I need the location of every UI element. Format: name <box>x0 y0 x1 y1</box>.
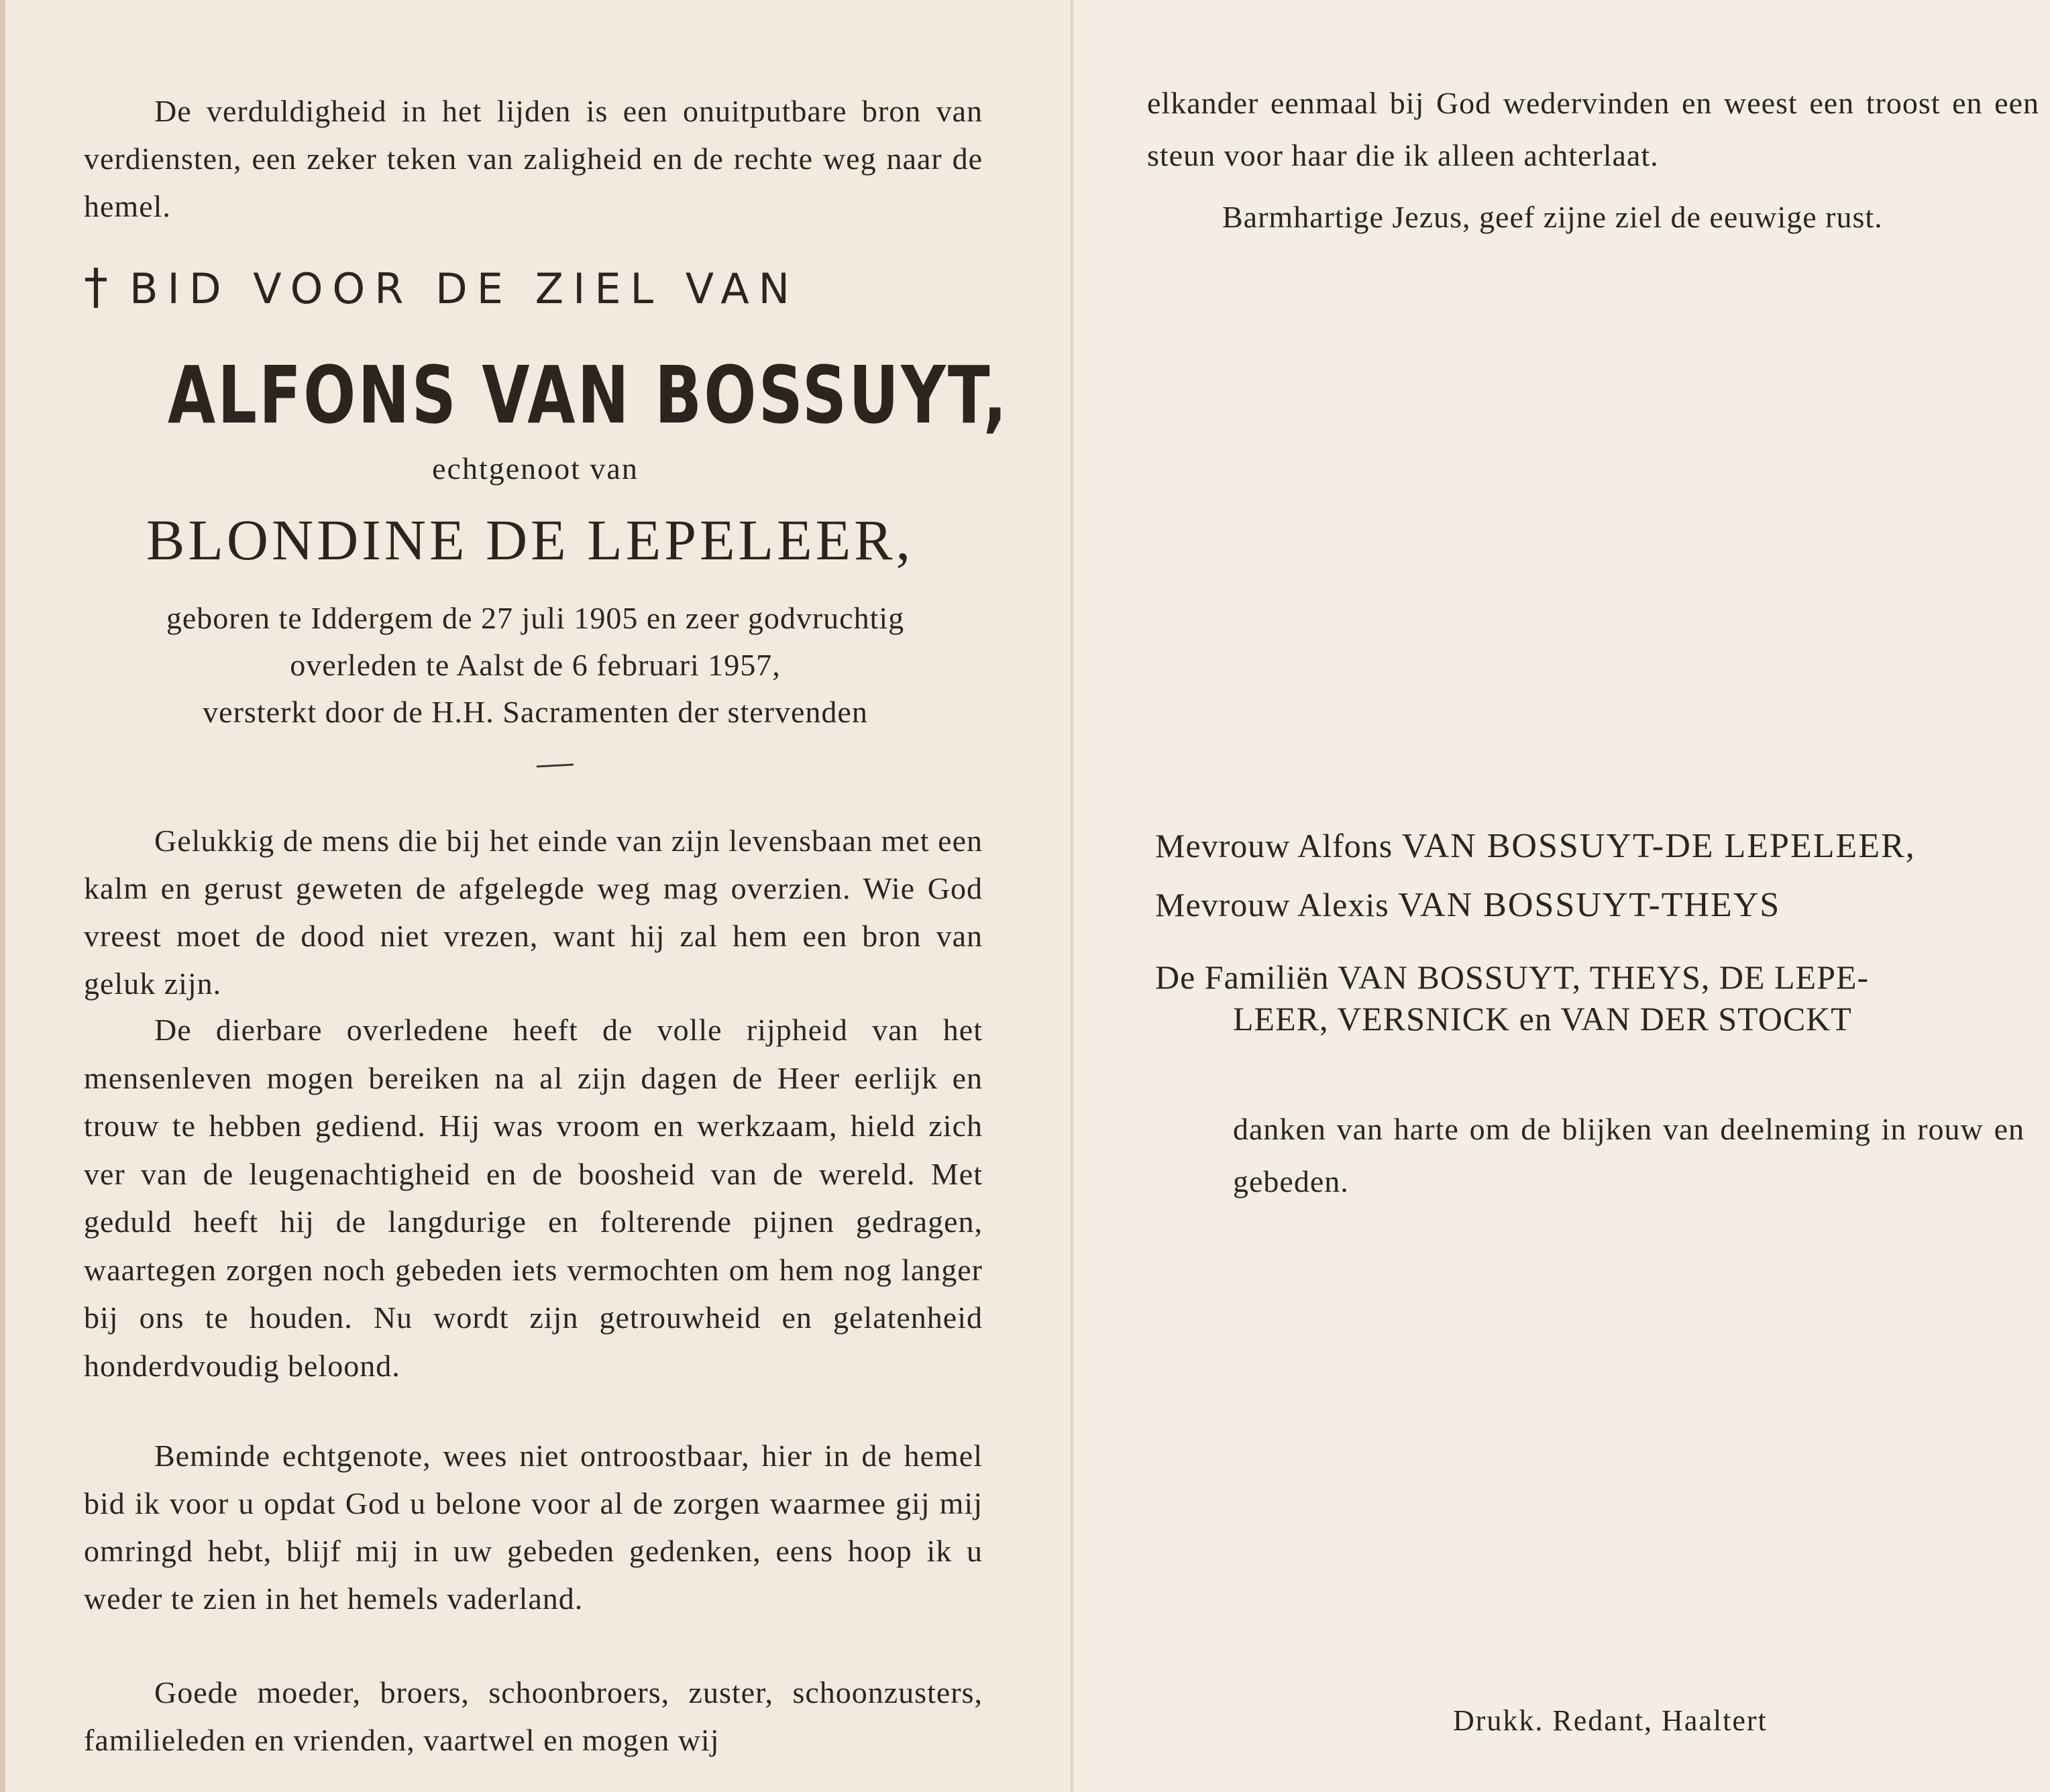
printer-credit: Drukk. Redant, Haaltert <box>1453 1704 1768 1737</box>
cross-icon: † <box>84 258 117 315</box>
birth-line-1: geboren te Iddergem de 27 juli 1905 en zeer godvruchtig <box>166 601 905 635</box>
paragraph-4: Goede moeder, broers, schoonbroers, zuster, schoonzusters, familieleden en vrienden, vaartwel en mogen wij <box>84 1675 983 1757</box>
bid-text: BID VOOR DE ZIEL VAN <box>129 264 800 313</box>
family-2-name: VAN BOSSUYT-THEYS <box>1398 886 1781 924</box>
family-line-1 <box>1155 826 1916 866</box>
family-line-3: De Familiën VAN BOSSUYT, THEYS, DE LEPE- <box>1155 958 1870 996</box>
paragraph-1: Gelukkig de mens die bij het einde van zijn levensbaan met een kalm en gerust geweten de afgelegde weg mag overzien. Wie God vreest moet de dood niet vrezen, want hij zal hem een bron van geluk zijn. <box>84 824 983 1001</box>
family-line-4: LEER, VERSNICK en VAN DER STOCKT <box>1233 1000 1852 1038</box>
deceased-name: ALFONS VAN BOSSUYT, <box>168 349 1009 441</box>
family-1-name: VAN BOSSUYT-DE LEPELEER, <box>1401 827 1916 865</box>
fold-line <box>1071 0 1073 1792</box>
thanks-text: danken van harte om de blijken van deelneming in rouw en gebeden. <box>1233 1112 2025 1198</box>
birth-line-2: overleden te Aalst de 6 februari 1957, <box>290 648 781 682</box>
spouse-label: echtgenoot van <box>432 451 639 486</box>
card-edge <box>0 0 5 1792</box>
family-2-prefix: Mevrouw Alexis <box>1155 886 1389 923</box>
birth-line-3: versterkt door de H.H. Sacramenten der stervenden <box>203 695 868 729</box>
paragraph-3: Beminde echtgenote, wees niet ontroostbaar, hier in de hemel bid ik voor u opdat God u belone voor al de zorgen waarmee gij mij omringd hebt, blijf mij in uw gebeden gedenken, eens hoop ik u weder te zien in het hemels vaderland. <box>84 1439 983 1616</box>
prayer-line: Barmhartige Jezus, geef zijne ziel de eeuwige rust. <box>1222 200 1883 234</box>
family-1-prefix: Mevrouw Alfons <box>1155 827 1393 864</box>
intro-text: De verduldigheid in het lijden is een onuitputbare bron van verdiensten, een zeker teken van zaligheid en de rechte weg naar de hemel. <box>84 94 983 223</box>
family-line-2 <box>1155 885 1780 925</box>
spouse-name: BLONDINE DE LEPELEER, <box>146 508 914 572</box>
prayer-heading <box>84 258 976 315</box>
right-paragraph: elkander eenmaal bij God wedervinden en weest een troost en een steun voor haar die ik alleen achterlaat. <box>1147 86 2039 172</box>
paragraph-2: De dierbare overledene heeft de volle rijpheid van het mensenleven mogen bereiken na al zijn dagen de Heer eerlijk en trouw te hebben gediend. Hij was vroom en werkzaam, hield zich ver van de leugenachtigheid en de boosheid van de wereld. Met geduld heeft hij de langdurige en folterende pijnen gedragen, waartegen zorgen noch gebeden iets vermochten om hem nog langer bij ons te houden. Nu wordt zijn getrouwheid en gelatenheid honderdvoudig beloond. <box>84 1013 983 1383</box>
